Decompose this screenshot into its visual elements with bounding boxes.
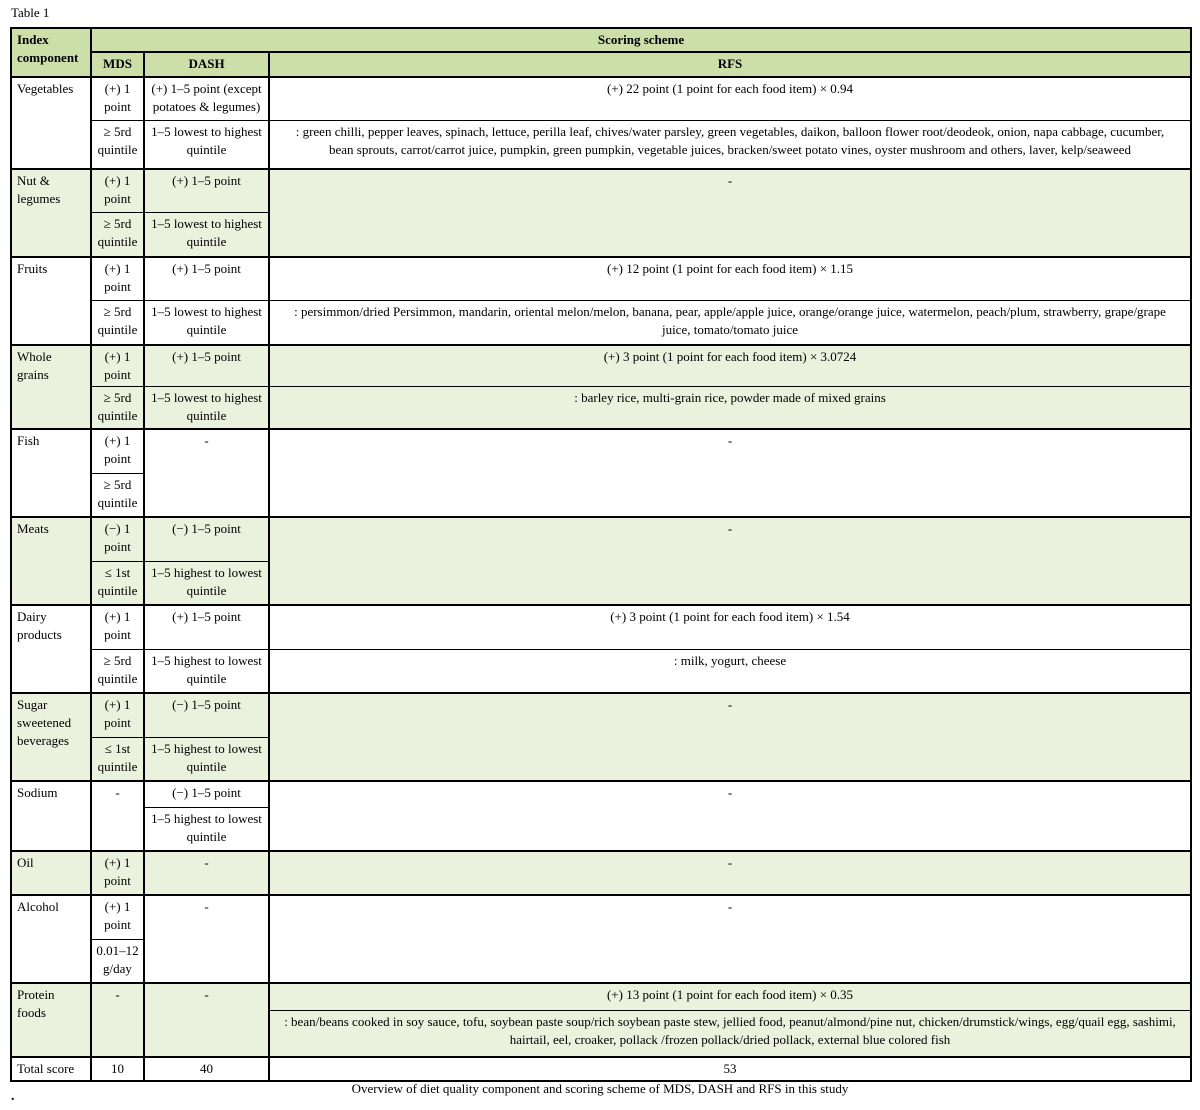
cell-protein-dash: - (144, 983, 269, 1057)
row-protein-foods (11, 983, 1191, 1010)
cell-vegetables-mds-quintile: ≥ 5rd quintile (91, 121, 144, 169)
row-label-vegetables: Vegetables (11, 77, 91, 169)
row-label-oil: Oil (11, 851, 91, 895)
table-number-label: Table 1 (11, 5, 50, 20)
cell-meats-dash-quintile: 1–5 highest to lowest quintile (144, 561, 269, 605)
cell-dairy-mds-quintile: ≥ 5rd quintile (91, 649, 144, 693)
cell-fruits-dash-point: (+) 1–5 point (144, 257, 269, 301)
row-label-whole-grains: Whole grains (11, 345, 91, 429)
cell-oil-mds-point: (+) 1 point (91, 851, 144, 895)
cell-sugar-mds-point: (+) 1 point (91, 693, 144, 737)
header-rfs: RFS (269, 52, 1191, 77)
cell-dairy-dash-quintile: 1–5 highest to lowest quintile (144, 649, 269, 693)
cell-meats-mds-quintile: ≤ 1st quintile (91, 561, 144, 605)
cell-total-rfs: 53 (269, 1057, 1191, 1081)
cell-sodium-dash-point: (−) 1–5 point (144, 781, 269, 807)
cell-protein-rfs-point: (+) 13 point (1 point for each food item) × 0.35 (269, 983, 1191, 1010)
row-label-meats: Meats (11, 517, 91, 605)
row-whole-grains (11, 345, 1191, 386)
footnote-period: . (11, 1089, 15, 1104)
cell-nut-legumes-mds-quintile: ≥ 5rd quintile (91, 213, 144, 257)
header-scoring-scheme: Scoring scheme (91, 28, 1191, 52)
cell-fruits-rfs-point: (+) 12 point (1 point for each food item) × 1.15 (269, 257, 1191, 301)
header-index-component: Index component (11, 28, 91, 77)
cell-nut-legumes-mds-point: (+) 1 point (91, 169, 144, 213)
cell-sugar-dash-quintile: 1–5 highest to lowest quintile (144, 737, 269, 781)
cell-nut-legumes-rfs: - (269, 169, 1191, 257)
cell-meats-rfs: - (269, 517, 1191, 605)
row-label-dairy: Dairy products (11, 605, 91, 693)
cell-sugar-mds-quintile: ≤ 1st quintile (91, 737, 144, 781)
cell-sodium-rfs: - (269, 781, 1191, 851)
diet-scoring-table (10, 27, 1192, 1082)
cell-vegetables-rfs-foods: : green chilli, pepper leaves, spinach, lettuce, perilla leaf, chives/water parsley, green vegetables, daikon, balloon flower root/deodeok, onion, napa cabbage, cucumber, bean sprouts, carrot/carrot juice, pumpkin, green pumpkin, vegetable juices, bracken/sweet potato vines, oyster mushroom and others, laver, kelp/seaweed (269, 121, 1191, 169)
row-label-protein-foods: Protein foods (11, 983, 91, 1057)
table-caption: Overview of diet quality component and scoring scheme of MDS, DASH and RFS in this study (351, 1081, 849, 1096)
row-total-score (11, 1057, 1191, 1081)
cell-meats-mds-point: (−) 1 point (91, 517, 144, 561)
row-alcohol (11, 895, 1191, 939)
cell-whole-grains-mds-point: (+) 1 point (91, 345, 144, 386)
row-meats (11, 517, 1191, 561)
row-fish (11, 429, 1191, 473)
cell-fish-dash: - (144, 429, 269, 517)
row-label-alcohol: Alcohol (11, 895, 91, 983)
cell-whole-grains-dash-point: (+) 1–5 point (144, 345, 269, 386)
cell-protein-mds: - (91, 983, 144, 1057)
row-label-fish: Fish (11, 429, 91, 517)
cell-nut-legumes-dash-point: (+) 1–5 point (144, 169, 269, 213)
row-sugar-beverages (11, 693, 1191, 737)
row-dairy (11, 605, 1191, 649)
cell-total-mds: 10 (91, 1057, 144, 1081)
cell-oil-dash: - (144, 851, 269, 895)
cell-vegetables-dash-point: (+) 1–5 point (except potatoes & legumes) (144, 77, 269, 121)
cell-oil-rfs: - (269, 851, 1191, 895)
cell-whole-grains-mds-quintile: ≥ 5rd quintile (91, 386, 144, 429)
row-label-total-score: Total score (11, 1057, 91, 1081)
row-nut-legumes (11, 169, 1191, 213)
row-label-fruits: Fruits (11, 257, 91, 345)
cell-fruits-rfs-foods: : persimmon/dried Persimmon, mandarin, oriental melon/melon, banana, pear, apple/apple juice, orange/orange juice, watermelon, peach/plum, strawberry, grape/grape juice, tomato/tomato juice (269, 301, 1191, 345)
cell-dairy-rfs-point: (+) 3 point (1 point for each food item) × 1.54 (269, 605, 1191, 649)
cell-sodium-mds: - (91, 781, 144, 851)
cell-vegetables-mds-point: (+) 1 point (91, 77, 144, 121)
cell-alcohol-rfs: - (269, 895, 1191, 983)
header-dash: DASH (144, 52, 269, 77)
cell-total-dash: 40 (144, 1057, 269, 1081)
cell-fruits-mds-point: (+) 1 point (91, 257, 144, 301)
row-vegetables (11, 77, 1191, 121)
row-sodium (11, 781, 1191, 807)
cell-fish-rfs: - (269, 429, 1191, 517)
cell-fruits-dash-quintile: 1–5 lowest to highest quintile (144, 301, 269, 345)
row-label-nut-legumes: Nut & legumes (11, 169, 91, 257)
cell-dairy-dash-point: (+) 1–5 point (144, 605, 269, 649)
cell-whole-grains-dash-quintile: 1–5 lowest to highest quintile (144, 386, 269, 429)
cell-protein-rfs-foods: : bean/beans cooked in soy sauce, tofu, soybean paste soup/rich soybean paste stew, jellied food, peanut/almond/pine nut, chicken/drumstick/wings, egg/quail egg, sashimi, hairtail, eel, croaker, pollack /frozen pollack/dried pollack, external blue colored fish (269, 1010, 1191, 1057)
row-oil (11, 851, 1191, 895)
row-fruits (11, 257, 1191, 301)
cell-nut-legumes-dash-quintile: 1–5 lowest to highest quintile (144, 213, 269, 257)
cell-sugar-dash-point: (−) 1–5 point (144, 693, 269, 737)
header-mds: MDS (91, 52, 144, 77)
cell-whole-grains-rfs-foods: : barley rice, multi-grain rice, powder made of mixed grains (269, 386, 1191, 429)
cell-alcohol-mds-quintile: 0.01–12 g/day (91, 939, 144, 983)
cell-fish-mds-point: (+) 1 point (91, 429, 144, 473)
cell-meats-dash-point: (−) 1–5 point (144, 517, 269, 561)
cell-sodium-dash-quintile: 1–5 highest to lowest quintile (144, 807, 269, 851)
cell-dairy-rfs-foods: : milk, yogurt, cheese (269, 649, 1191, 693)
cell-dairy-mds-point: (+) 1 point (91, 605, 144, 649)
cell-sugar-rfs: - (269, 693, 1191, 781)
cell-fish-mds-quintile: ≥ 5rd quintile (91, 473, 144, 517)
cell-vegetables-dash-quintile: 1–5 lowest to highest quintile (144, 121, 269, 169)
cell-alcohol-mds-point: (+) 1 point (91, 895, 144, 939)
cell-alcohol-dash: - (144, 895, 269, 983)
cell-vegetables-rfs-point: (+) 22 point (1 point for each food item) × 0.94 (269, 77, 1191, 121)
cell-fruits-mds-quintile: ≥ 5rd quintile (91, 301, 144, 345)
row-label-sodium: Sodium (11, 781, 91, 851)
cell-whole-grains-rfs-point: (+) 3 point (1 point for each food item) × 3.0724 (269, 345, 1191, 386)
row-label-sugar-beverages: Sugar sweetened beverages (11, 693, 91, 781)
